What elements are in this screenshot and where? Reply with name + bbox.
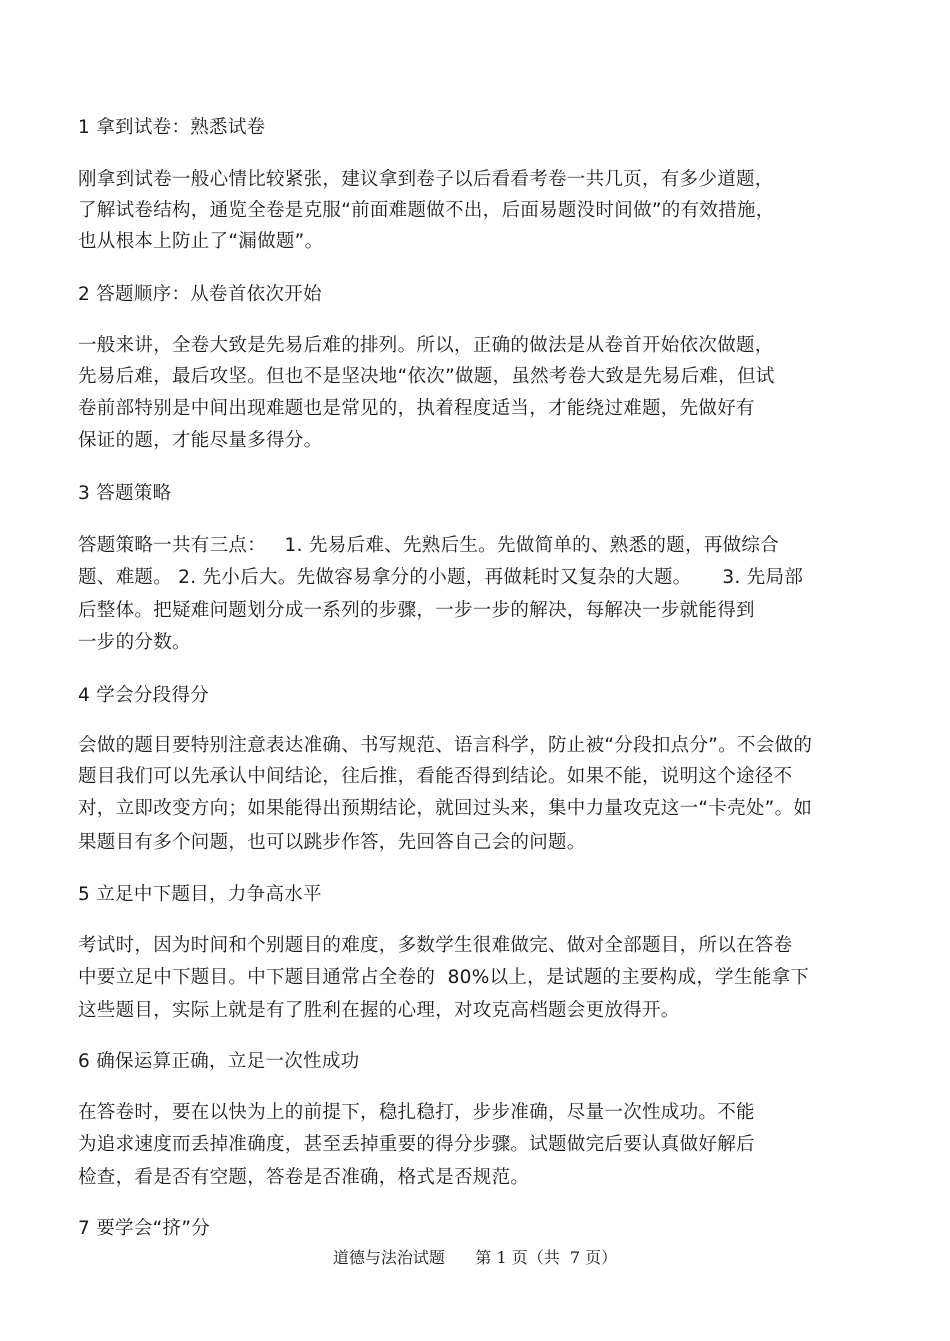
paragraph-line: 也从根本上防止了“漏做题”。 — [78, 231, 324, 252]
paragraph-line: 为追求速度而丢掉准确度，甚至丢掉重要的得分步骤。试题做完后要认真做好解后 — [78, 1134, 755, 1155]
paragraph-line: 一般来讲，全卷大致是先易后难的排列。所以，正确的做法是从卷首开始依次做题， — [78, 335, 774, 356]
section-heading-4: 4 学会分段得分 — [78, 685, 210, 706]
section-heading-1: 1 拿到试卷：熟悉试卷 — [78, 117, 266, 138]
paragraph-line: 题目我们可以先承认中间结论，往后推，看能否得到结论。如果不能，说明这个途径不 — [78, 766, 793, 787]
paragraph-line: 后整体。把疑难问题划分成一系列的步骤，一步一步的解决，每解决一步就能得到 — [78, 600, 755, 621]
section-heading-2: 2 答题顺序：从卷首依次开始 — [78, 284, 322, 305]
paragraph-line: 考试时，因为时间和个别题目的难度，多数学生很难做完、做对全部题目，所以在答卷 — [78, 935, 793, 956]
footer-page-number: 第 1 页（共 7 页） — [475, 1248, 618, 1267]
footer-subject: 道德与法治试题 — [332, 1248, 445, 1267]
section-heading-7: 7 要学会“挤”分 — [78, 1218, 211, 1239]
paragraph-line: 对，立即改变方向；如果能得出预期结论，就回过头来，集中力量攻克这一“卡壳处”。如 — [78, 798, 813, 819]
paragraph-line: 保证的题，才能尽量多得分。 — [78, 430, 323, 451]
paragraph-line: 卷前部特别是中间出现难题也是常见的，执着程度适当，才能绕过难题，先做好有 — [78, 398, 755, 419]
section-heading-3: 3 答题策略 — [78, 483, 172, 504]
paragraph-line: 题、难题。 2. 先小后大。先做容易拿分的小题，再做耗时又复杂的大题。 3. 先局部 — [78, 567, 804, 588]
paragraph-line: 中要立足中下题目。中下题目通常占全卷的 80%以上，是试题的主要构成，学生能拿下 — [78, 967, 810, 988]
section-heading-5: 5 立足中下题目，力争高水平 — [78, 884, 322, 905]
paragraph-line: 了解试卷结构，通览全卷是克服“前面难题做不出，后面易题没时间做”的有效措施， — [78, 200, 775, 221]
paragraph-line: 这些题目，实际上就是有了胜利在握的心理，对攻克高档题会更放得开。 — [78, 1000, 680, 1021]
paragraph-line: 在答卷时，要在以快为上的前提下，稳扎稳打，步步准确，尽量一次性成功。不能 — [78, 1102, 755, 1123]
page-footer — [0, 1245, 950, 1268]
paragraph-line: 先易后难，最后攻坚。但也不是坚决地“依次”做题，虽然考卷大致是先易后难，但试 — [78, 366, 775, 387]
section-heading-6: 6 确保运算正确，立足一次性成功 — [78, 1051, 360, 1072]
paragraph-line: 果题目有多个问题，也可以跳步作答，先回答自己会的问题。 — [78, 832, 586, 853]
paragraph-line: 会做的题目要特别注意表达准确、书写规范、语言科学，防止被“分段扣点分”。不会做的 — [78, 735, 813, 756]
paragraph-line: 检查，看是否有空题，答卷是否准确，格式是否规范。 — [78, 1167, 530, 1188]
paragraph-line: 刚拿到试卷一般心情比较紧张，建议拿到卷子以后看看考卷一共几页，有多少道题， — [78, 169, 774, 190]
paragraph-line: 一步的分数。 — [78, 632, 191, 653]
paragraph-line: 答题策略一共有三点： 1. 先易后难、先熟后生。先做简单的、熟悉的题，再做综合 — [78, 535, 779, 556]
